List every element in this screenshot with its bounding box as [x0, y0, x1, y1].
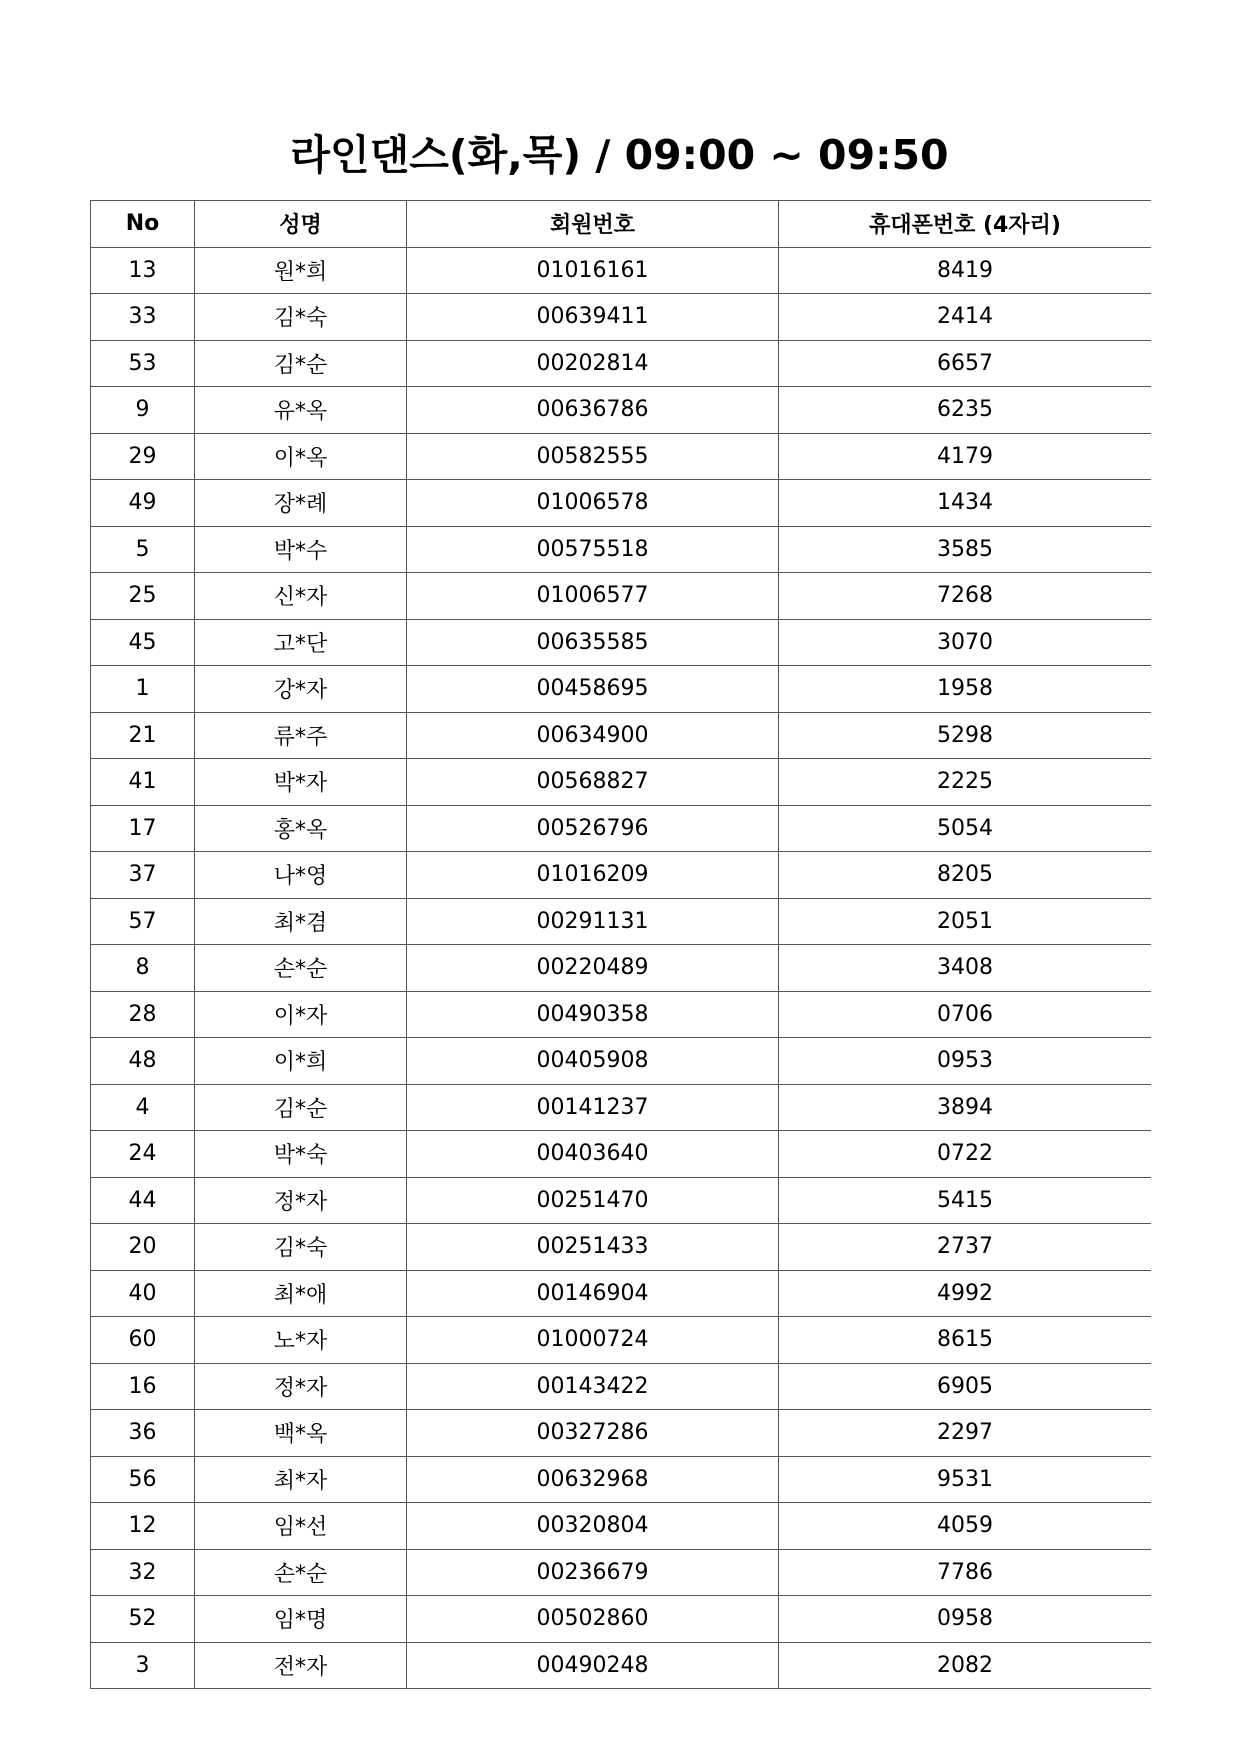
cell-member-number: 00320804: [407, 1503, 779, 1550]
cell-no: 12: [91, 1503, 195, 1550]
cell-phone-last4: 2225: [779, 759, 1152, 806]
cell-name: 박*수: [195, 526, 407, 573]
cell-name: 최*애: [195, 1270, 407, 1317]
table-row: [91, 247, 1152, 294]
cell-phone-last4: 6235: [779, 387, 1152, 434]
cell-name: 최*자: [195, 1456, 407, 1503]
cell-member-number: 00202814: [407, 340, 779, 387]
cell-no: 28: [91, 991, 195, 1038]
cell-name: 전*자: [195, 1642, 407, 1689]
cell-member-number: 00251470: [407, 1177, 779, 1224]
cell-member-number: 01006577: [407, 573, 779, 620]
cell-no: 49: [91, 480, 195, 527]
cell-no: 24: [91, 1131, 195, 1178]
cell-phone-last4: 8419: [779, 247, 1152, 294]
cell-member-number: 01006578: [407, 480, 779, 527]
cell-no: 13: [91, 247, 195, 294]
cell-no: 60: [91, 1317, 195, 1364]
cell-member-number: 00146904: [407, 1270, 779, 1317]
cell-member-number: 00490248: [407, 1642, 779, 1689]
cell-phone-last4: 0953: [779, 1038, 1152, 1085]
cell-member-number: 01000724: [407, 1317, 779, 1364]
page-title: 라인댄스(화,목) / 09:00 ~ 09:50: [290, 131, 949, 179]
cell-phone-last4: 3408: [779, 945, 1152, 992]
cell-no: 40: [91, 1270, 195, 1317]
cell-no: 4: [91, 1084, 195, 1131]
cell-member-number: 00526796: [407, 805, 779, 852]
table-row: [91, 526, 1152, 573]
table-row: [91, 1456, 1152, 1503]
cell-no: 44: [91, 1177, 195, 1224]
cell-member-number: 00502860: [407, 1596, 779, 1643]
cell-no: 8: [91, 945, 195, 992]
cell-member-number: 00327286: [407, 1410, 779, 1457]
cell-name: 김*순: [195, 1084, 407, 1131]
table-row: [91, 852, 1152, 899]
cell-no: 48: [91, 1038, 195, 1085]
cell-phone-last4: 4059: [779, 1503, 1152, 1550]
table-row: [91, 340, 1152, 387]
cell-name: 정*자: [195, 1363, 407, 1410]
cell-member-number: 00636786: [407, 387, 779, 434]
cell-phone-last4: 0722: [779, 1131, 1152, 1178]
cell-no: 57: [91, 898, 195, 945]
cell-member-number: 00639411: [407, 294, 779, 341]
cell-phone-last4: 3070: [779, 619, 1152, 666]
cell-no: 32: [91, 1549, 195, 1596]
table-row: [91, 712, 1152, 759]
table-row: [91, 991, 1152, 1038]
cell-no: 33: [91, 294, 195, 341]
table-row: [91, 433, 1152, 480]
cell-name: 강*자: [195, 666, 407, 713]
cell-name: 손*순: [195, 945, 407, 992]
cell-name: 고*단: [195, 619, 407, 666]
cell-member-number: 00236679: [407, 1549, 779, 1596]
cell-name: 최*겸: [195, 898, 407, 945]
table-body: [91, 247, 1152, 1689]
table-row: [91, 1270, 1152, 1317]
cell-member-number: 00634900: [407, 712, 779, 759]
table-row: [91, 387, 1152, 434]
cell-member-number: 00143422: [407, 1363, 779, 1410]
cell-name: 김*숙: [195, 294, 407, 341]
table-row: [91, 294, 1152, 341]
header-no: No: [91, 201, 195, 248]
table-header-row: [91, 201, 1152, 248]
cell-phone-last4: 1958: [779, 666, 1152, 713]
cell-member-number: 00635585: [407, 619, 779, 666]
cell-member-number: 00220489: [407, 945, 779, 992]
table-row: [91, 619, 1152, 666]
cell-member-number: 00458695: [407, 666, 779, 713]
cell-no: 3: [91, 1642, 195, 1689]
cell-no: 53: [91, 340, 195, 387]
cell-no: 37: [91, 852, 195, 899]
cell-phone-last4: 0958: [779, 1596, 1152, 1643]
cell-name: 류*주: [195, 712, 407, 759]
cell-name: 노*자: [195, 1317, 407, 1364]
table-row: [91, 573, 1152, 620]
cell-no: 16: [91, 1363, 195, 1410]
cell-name: 유*옥: [195, 387, 407, 434]
table-row: [91, 1642, 1152, 1689]
cell-phone-last4: 7268: [779, 573, 1152, 620]
table-row: [91, 480, 1152, 527]
cell-member-number: 01016161: [407, 247, 779, 294]
table-row: [91, 1596, 1152, 1643]
header-name: 성명: [195, 201, 407, 248]
cell-phone-last4: 5415: [779, 1177, 1152, 1224]
cell-no: 36: [91, 1410, 195, 1457]
cell-no: 21: [91, 712, 195, 759]
cell-phone-last4: 2737: [779, 1224, 1152, 1271]
table-row: [91, 945, 1152, 992]
header-phone-last4: 휴대폰번호 (4자리): [779, 201, 1152, 248]
cell-name: 정*자: [195, 1177, 407, 1224]
cell-phone-last4: 4179: [779, 433, 1152, 480]
cell-no: 29: [91, 433, 195, 480]
cell-phone-last4: 3585: [779, 526, 1152, 573]
cell-phone-last4: 8615: [779, 1317, 1152, 1364]
cell-member-number: 00490358: [407, 991, 779, 1038]
cell-phone-last4: 5298: [779, 712, 1152, 759]
cell-name: 손*순: [195, 1549, 407, 1596]
table-row: [91, 1084, 1152, 1131]
table-row: [91, 666, 1152, 713]
cell-name: 박*자: [195, 759, 407, 806]
table-row: [91, 1224, 1152, 1271]
cell-name: 신*자: [195, 573, 407, 620]
cell-member-number: 00251433: [407, 1224, 779, 1271]
cell-phone-last4: 9531: [779, 1456, 1152, 1503]
cell-member-number: 00403640: [407, 1131, 779, 1178]
cell-member-number: 00291131: [407, 898, 779, 945]
cell-name: 임*명: [195, 1596, 407, 1643]
cell-name: 홍*옥: [195, 805, 407, 852]
cell-phone-last4: 1434: [779, 480, 1152, 527]
cell-member-number: 00405908: [407, 1038, 779, 1085]
table-row: [91, 1177, 1152, 1224]
cell-phone-last4: 3894: [779, 1084, 1152, 1131]
cell-phone-last4: 2414: [779, 294, 1152, 341]
table-row: [91, 1549, 1152, 1596]
cell-name: 임*선: [195, 1503, 407, 1550]
table-row: [91, 1317, 1152, 1364]
table-row: [91, 1131, 1152, 1178]
cell-name: 백*옥: [195, 1410, 407, 1457]
member-table-container: [90, 200, 1151, 1752]
cell-phone-last4: 6905: [779, 1363, 1152, 1410]
cell-phone-last4: 7786: [779, 1549, 1152, 1596]
cell-member-number: 00568827: [407, 759, 779, 806]
cell-member-number: 00582555: [407, 433, 779, 480]
cell-name: 나*영: [195, 852, 407, 899]
cell-no: 17: [91, 805, 195, 852]
cell-phone-last4: 6657: [779, 340, 1152, 387]
cell-no: 1: [91, 666, 195, 713]
cell-phone-last4: 2051: [779, 898, 1152, 945]
cell-name: 원*희: [195, 247, 407, 294]
cell-member-number: 00141237: [407, 1084, 779, 1131]
cell-phone-last4: 8205: [779, 852, 1152, 899]
table-row: [91, 805, 1152, 852]
cell-name: 이*자: [195, 991, 407, 1038]
cell-no: 20: [91, 1224, 195, 1271]
cell-name: 이*옥: [195, 433, 407, 480]
cell-no: 5: [91, 526, 195, 573]
table-row: [91, 1038, 1152, 1085]
cell-phone-last4: 5054: [779, 805, 1152, 852]
cell-phone-last4: 0706: [779, 991, 1152, 1038]
cell-phone-last4: 4992: [779, 1270, 1152, 1317]
cell-no: 25: [91, 573, 195, 620]
table-row: [91, 1503, 1152, 1550]
cell-name: 이*희: [195, 1038, 407, 1085]
cell-name: 장*례: [195, 480, 407, 527]
cell-member-number: 00632968: [407, 1456, 779, 1503]
cell-no: 56: [91, 1456, 195, 1503]
cell-member-number: 01016209: [407, 852, 779, 899]
cell-no: 9: [91, 387, 195, 434]
cell-phone-last4: 2082: [779, 1642, 1152, 1689]
header-member-number: 회원번호: [407, 201, 779, 248]
table-row: [91, 1363, 1152, 1410]
table-row: [91, 898, 1152, 945]
cell-name: 김*숙: [195, 1224, 407, 1271]
cell-name: 박*숙: [195, 1131, 407, 1178]
cell-name: 김*순: [195, 340, 407, 387]
cell-no: 45: [91, 619, 195, 666]
cell-no: 52: [91, 1596, 195, 1643]
member-table: [90, 200, 1151, 1689]
cell-phone-last4: 2297: [779, 1410, 1152, 1457]
table-row: [91, 1410, 1152, 1457]
cell-no: 41: [91, 759, 195, 806]
cell-member-number: 00575518: [407, 526, 779, 573]
table-row: [91, 759, 1152, 806]
